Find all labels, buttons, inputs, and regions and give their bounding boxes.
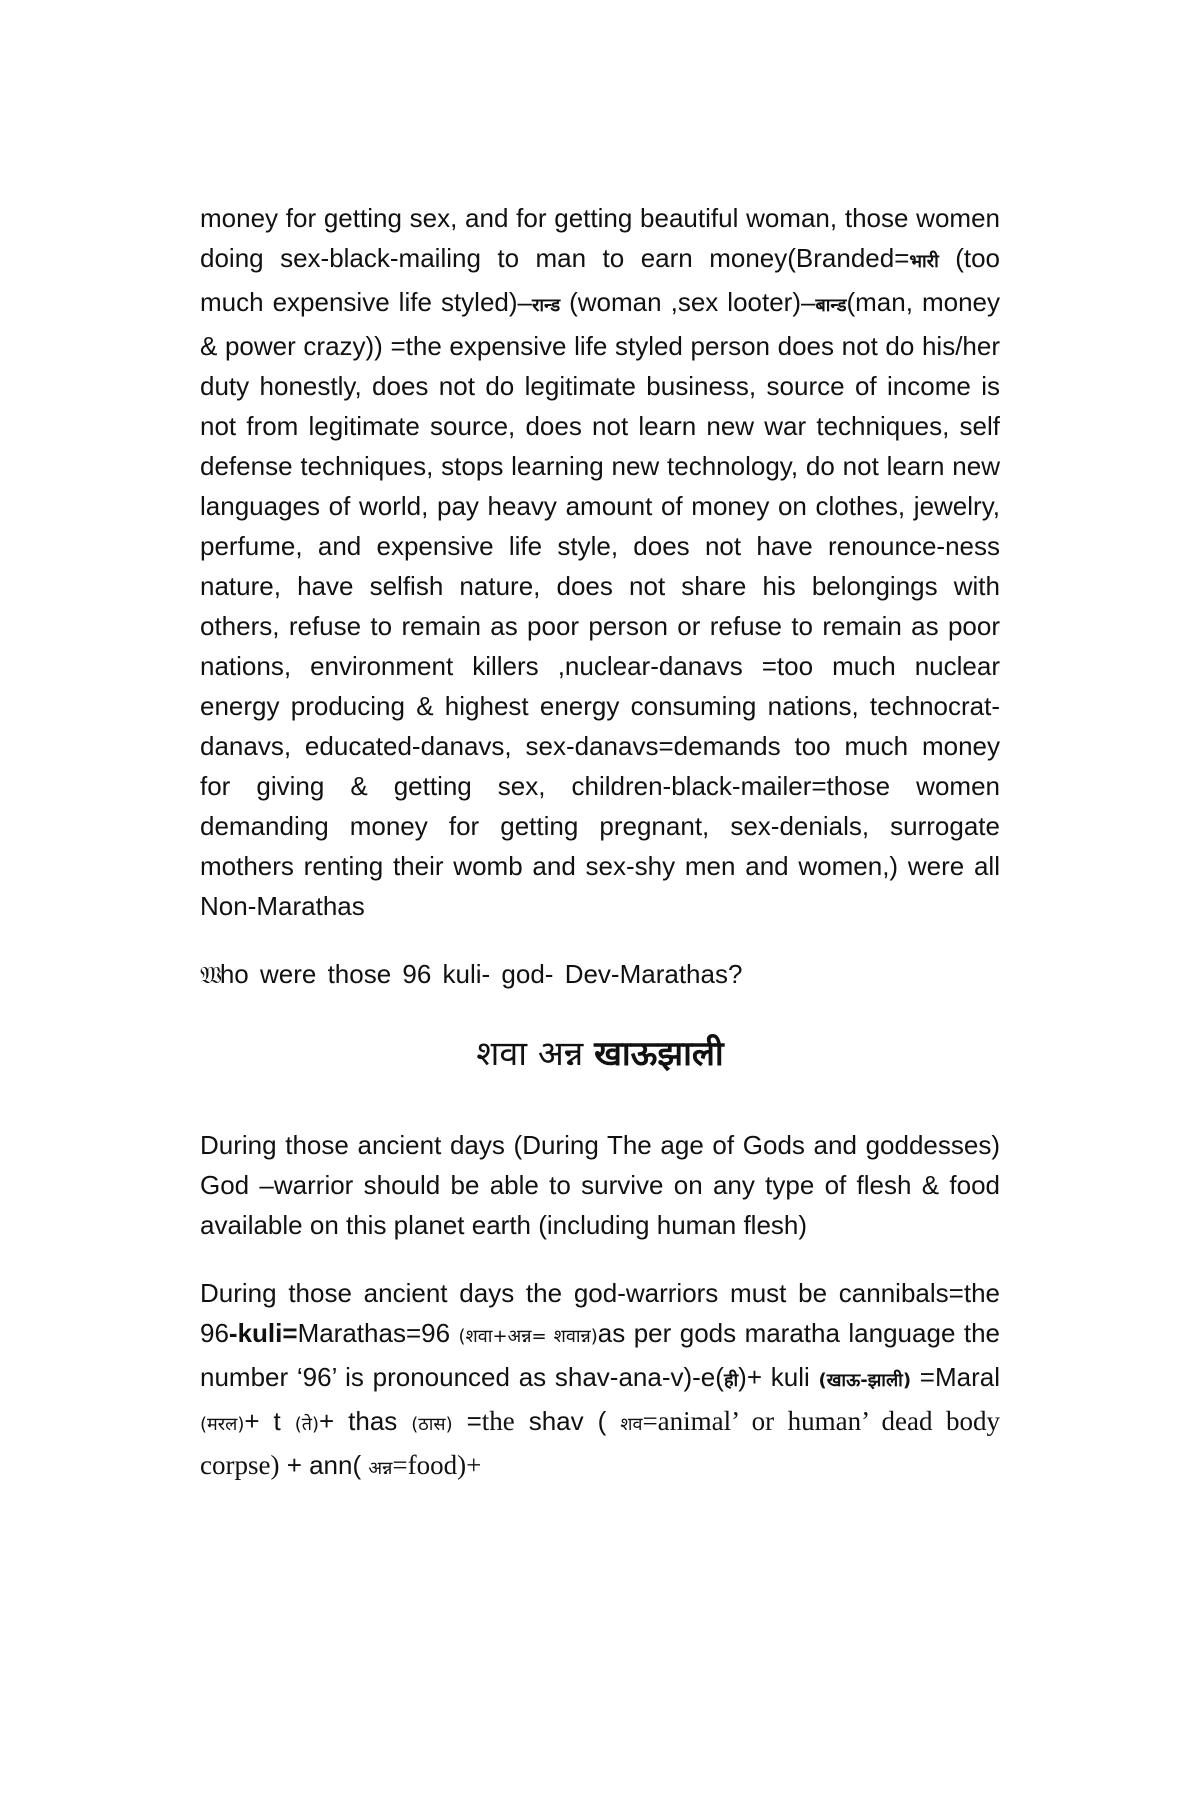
- hindi-word: (मरल): [200, 1414, 245, 1435]
- text-run: (man, money & power crazy)) =the expensive life styled person does not do his/her duty honestly, does not do legitimate business, source of income is not from legitimate source, does not learn new war techniques, self defense techniques, stops learning new technology, do not learn new languages of world, pay heavy amount of money on clothes, jewelry, perfume, and expensive life style, does not have renounce-ness nature, have selfish nature, does not share his belongings with others, refuse to remain as poor person or refuse to remain as poor nations, environment killers ,nuclear-danavs =too much nuclear energy producing & highest energy consuming nations, technocrat-danavs, educated-danavs, sex-danavs=demands too much money for giving & getting sex, children-black-mailer=those women demanding money for getting pregnant, sex-denials, surrogate mothers renting their womb and sex-shy men and women,) were all Non-Marathas: [200, 287, 1000, 921]
- text-run: + thas: [319, 1406, 412, 1436]
- text-run: )+ kuli: [738, 1362, 819, 1392]
- text-run: Marathas=96: [297, 1318, 459, 1348]
- serif-run: =animal’ or human’ dead body corpse): [200, 1406, 1000, 1480]
- text-run-bold: -kuli: [228, 1318, 283, 1348]
- text-run: During those ancient days the god-warriors must be cannibals=the 96: [200, 1278, 1000, 1348]
- hindi-phrase-bold: (खाऊ-झाली): [818, 1370, 912, 1391]
- serif-run: =food)+: [392, 1450, 482, 1480]
- text-run: as per gods maratha language the number ‘96’ is pronounced as shav-ana-v)-e(: [200, 1318, 1000, 1392]
- hindi-phrase: (शवा+अन्न= शवान्न): [458, 1326, 598, 1347]
- hindi-word: शव: [620, 1414, 643, 1435]
- hindi-word: (ठास): [411, 1414, 453, 1435]
- hindi-word-rand: रान्ड: [531, 295, 561, 316]
- ornamental-letter: 𝔚: [200, 961, 220, 989]
- hindi-word: ही: [723, 1370, 739, 1391]
- document-page: [200, 198, 1000, 1517]
- title-part-shava-anna: शवा अन्न: [476, 1034, 595, 1074]
- text-run: (too much expensive life styled)–: [200, 243, 1000, 317]
- paragraph-non-marathas: [200, 198, 1000, 926]
- devanagari-title: [200, 1029, 1000, 1079]
- text-run: shav (: [514, 1406, 621, 1436]
- hindi-word: अन्न: [368, 1458, 393, 1479]
- text-run-bold: =: [282, 1318, 298, 1348]
- question-heading: [200, 954, 1000, 995]
- question-text: ho were those 96 kuli- god- Dev-Marathas?: [219, 959, 743, 989]
- serif-run: the: [481, 1406, 515, 1436]
- title-part-khaujhali: खाऊझाली: [594, 1034, 724, 1074]
- hindi-word-band: बान्ड: [815, 295, 847, 316]
- text-run: money for getting sex, and for getting beautiful woman, those women doing sex-black-mailing to man to earn money(Branded=: [200, 203, 1000, 273]
- text-run: =: [452, 1406, 482, 1436]
- text-run: (woman ,sex looter)–: [560, 287, 816, 317]
- hindi-word: (ते): [294, 1414, 320, 1435]
- paragraph-cannibals: [200, 1273, 1000, 1489]
- paragraph-ancient-days: During those ancient days (During The age of Gods and goddesses) God –warrior should be able to survive on any type of flesh & food available on this planet earth (including human flesh): [200, 1130, 1000, 1240]
- text-run: + ann(: [279, 1450, 369, 1480]
- hindi-word-bhari: भारी: [909, 251, 939, 272]
- text-run: =Maral: [911, 1362, 1000, 1392]
- text-run: + t: [244, 1406, 295, 1436]
